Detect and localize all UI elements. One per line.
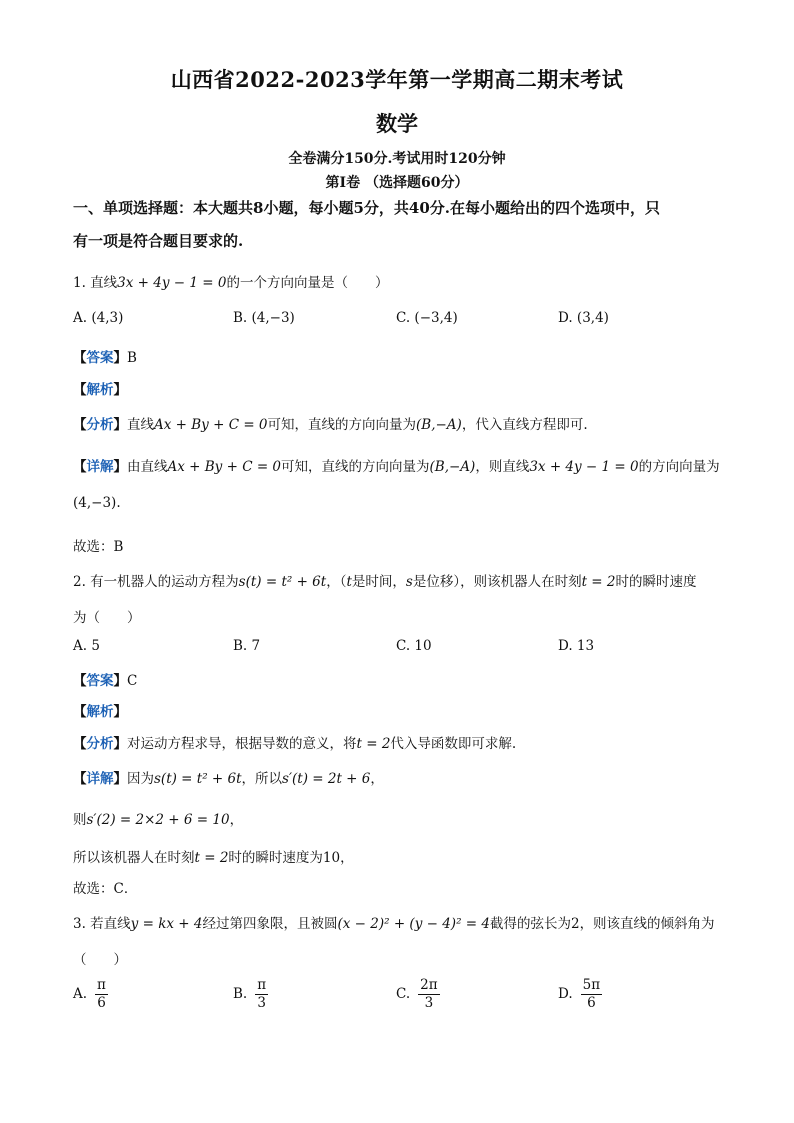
section-heading-line2: 有一项是符合题目要求的. bbox=[73, 232, 244, 250]
fenxi-tag: 【分析】 bbox=[73, 417, 127, 433]
q1-xiangjie-line2: (4,−3). bbox=[73, 495, 121, 511]
q1-option-a: A. (4,3) bbox=[73, 310, 124, 326]
fraction: $\frac{\pi}{3}$ bbox=[257, 977, 267, 1011]
section-heading-line1: 一、单项选择题：本大题共8小题，每小题5分，共40分.在每小题给出的四个选项中，只 bbox=[73, 199, 660, 217]
q3-option-a: A. $\frac{\pi}{6}$ bbox=[73, 977, 106, 1011]
q1-equation: 3x + 4y − 1 = 0 bbox=[117, 275, 227, 291]
answer-tag: 【答案】 bbox=[73, 673, 127, 689]
fraction: $\frac{\pi}{6}$ bbox=[97, 977, 106, 1011]
q3-option-b: B. $\frac{\pi}{3}$ bbox=[233, 977, 267, 1011]
q2-analysis-heading bbox=[73, 700, 127, 720]
q2-answer bbox=[73, 669, 137, 689]
q2-option-a: A. 5 bbox=[73, 638, 100, 654]
fraction: $\frac{5\pi}{6}$ bbox=[582, 977, 601, 1011]
fenxi-tag: 【分析】 bbox=[73, 736, 127, 752]
q2-answer-value: C bbox=[127, 673, 138, 689]
q1-xiangjie: 【详解】由直线Ax + By + C = 0可知，直线的方向向量为(B,−A)，则直线3x + 4y − 1 = 0的方向向量为 bbox=[73, 459, 720, 475]
q2-fenxi: 【分析】对运动方程求导，根据导数的意义，将t = 2代入导函数即可求解. bbox=[73, 736, 517, 752]
q2-xiangjie: 【详解】因为s(t) = t² + 6t，所以s′(t) = 2t + 6， bbox=[73, 771, 384, 787]
analysis-tag: 【解析】 bbox=[73, 704, 127, 720]
q2-option-d: D. 13 bbox=[558, 638, 595, 654]
exam-title: 山西省2022-2023学年第一学期高二期末考试 bbox=[170, 67, 624, 92]
q2-option-b: B. 7 bbox=[233, 638, 261, 654]
q1-option-b: B. (4,−3) bbox=[233, 310, 295, 326]
xiangjie-tag: 【详解】 bbox=[73, 459, 127, 475]
q1-conclusion: 故选：B bbox=[73, 539, 124, 555]
q1-option-d: D. (3,4) bbox=[558, 310, 609, 326]
q1-stem bbox=[73, 271, 388, 291]
q3-stem-line2: （ ） bbox=[73, 952, 127, 968]
subject-title: 数学 bbox=[376, 111, 418, 136]
q1-fenxi: 【分析】直线Ax + By + C = 0可知，直线的方向向量为(B,−A)，代入直线方程即可. bbox=[73, 417, 588, 433]
q2-line-b: 所以该机器人在时刻t = 2时的瞬时速度为10， bbox=[73, 850, 354, 866]
xiangjie-tag: 【详解】 bbox=[73, 771, 127, 787]
q1-analysis-heading bbox=[73, 378, 127, 398]
q3-option-d: D. $\frac{5\pi}{6}$ bbox=[558, 977, 601, 1011]
q3-option-c: C. $\frac{2\pi}{3}$ bbox=[396, 977, 438, 1011]
q1-stem-text: 1. 直线 bbox=[73, 275, 118, 291]
q3-stem: 3. 若直线y = kx + 4经过第四象限，且被圆(x − 2)² + (y − 4)² = 4截得的弦长为2，则该直线的倾斜角为 bbox=[73, 916, 715, 932]
volume-title: 第I卷 （选择题60分） bbox=[325, 175, 469, 191]
exam-info: 全卷满分150分.考试用时120分钟 bbox=[288, 151, 506, 167]
q1-answer-value: B bbox=[127, 350, 137, 366]
answer-tag: 【答案】 bbox=[73, 350, 127, 366]
analysis-tag: 【解析】 bbox=[73, 382, 127, 398]
q1-answer bbox=[73, 346, 137, 366]
fraction: $\frac{2\pi}{3}$ bbox=[420, 977, 438, 1011]
q2-line-a: 则s′(2) = 2×2 + 6 = 10， bbox=[73, 812, 244, 828]
q2-conclusion: 故选：C． bbox=[73, 881, 138, 897]
q2-stem-line2: 为（ ） bbox=[73, 610, 141, 626]
q1-stem-tail: 的一个方向向量是（ ） bbox=[226, 275, 389, 291]
q1-option-c: C. (−3,4) bbox=[396, 310, 458, 326]
q2-stem: 2. 有一机器人的运动方程为s(t) = t² + 6t，（t是时间，s是位移），则该机器人在时刻t = 2时的瞬时速度 bbox=[73, 574, 697, 590]
q2-option-c: C. 10 bbox=[396, 638, 432, 654]
